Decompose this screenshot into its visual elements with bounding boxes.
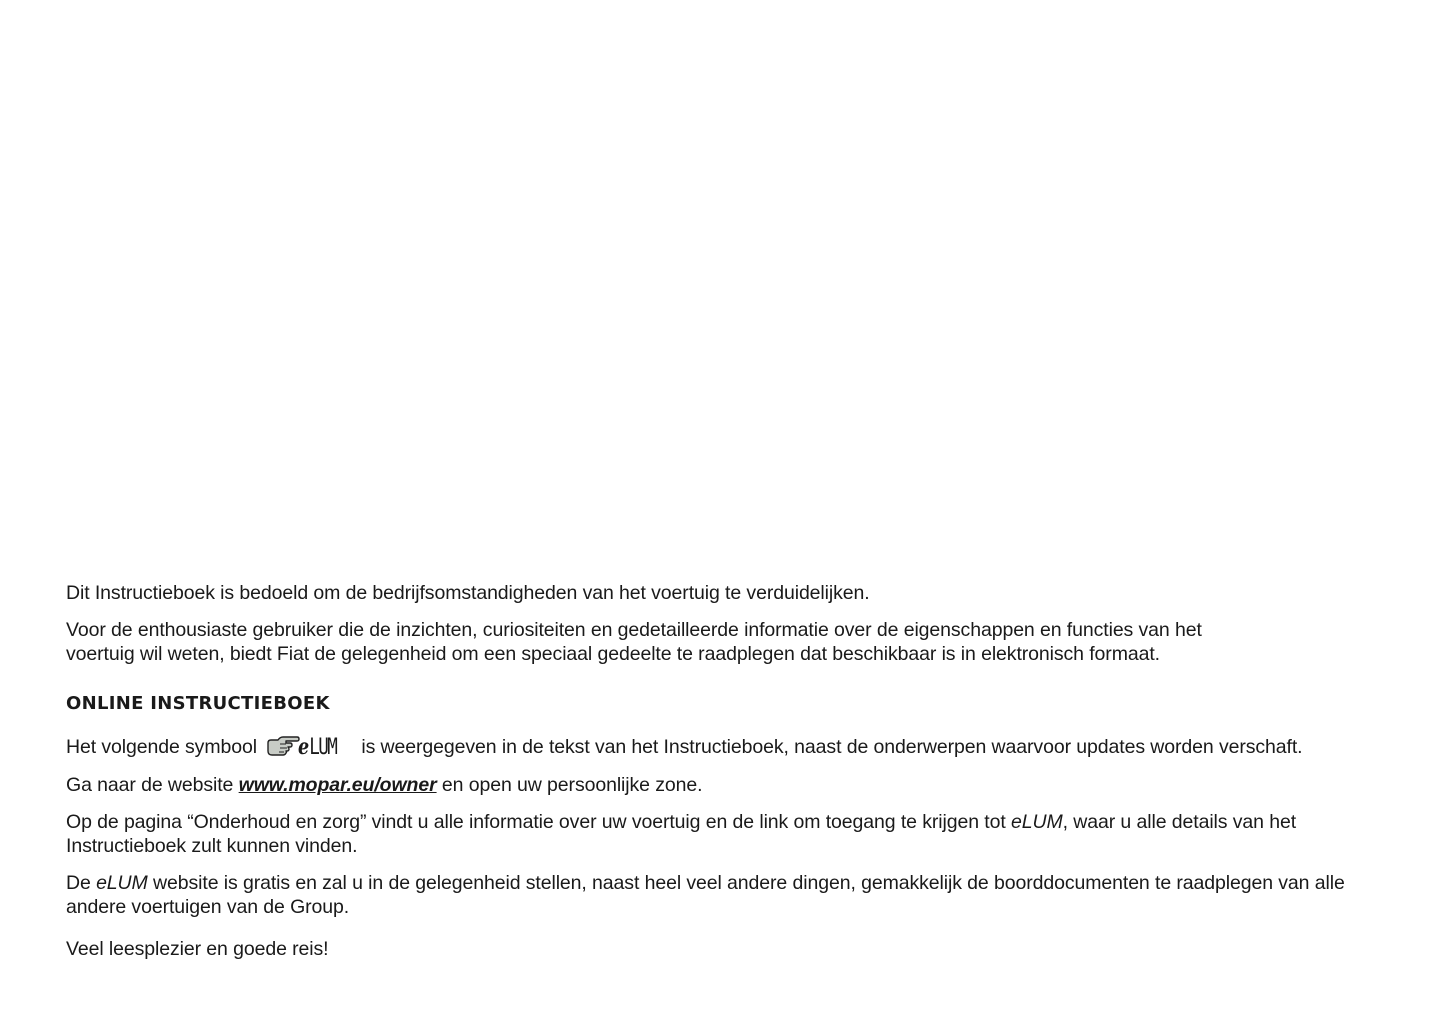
website-text-before: Ga naar de website <box>66 774 234 796</box>
elum-logo-text: eLUM <box>298 733 337 760</box>
elum-term: eLUM <box>1010 811 1063 833</box>
intro-paragraph-1 <box>66 581 1386 605</box>
intro-paragraph-2 <box>66 618 1386 666</box>
elum-term: eLUM <box>96 872 148 894</box>
manual-page <box>66 581 1386 974</box>
website-paragraph <box>66 773 1386 797</box>
symbol-paragraph <box>66 734 1386 760</box>
elum-para-text-before: De <box>66 872 91 894</box>
symbol-text-before: Het volgende symbool <box>66 736 257 758</box>
elum-para-text-after: website is gratis en zal u in de gelegenheid stellen, naast heel veel andere dingen, gemakkelijk de boorddocumenten te raadplegen van alle <box>153 872 1345 894</box>
section-heading: ONLINE INSTRUCTIEBOEK <box>66 693 330 714</box>
elum-para-text-line-2: andere voertuigen van de Group. <box>66 896 350 918</box>
intro-text-2-line-2: voertuig wil weten, biedt Fiat de gelegenheid om een speciaal gedeelte te raadplegen dat beschikbaar is in elektronisch formaat. <box>66 643 1160 665</box>
page-info-paragraph <box>66 810 1386 858</box>
elum-website-paragraph <box>66 871 1386 919</box>
mopar-owner-link[interactable]: www.mopar.eu/owner <box>238 774 437 796</box>
intro-text-2-line-1: Voor de enthousiaste gebruiker die de inzichten, curiositeiten en gedetailleerde informatie over de eigenschappen en functies van het <box>66 619 1202 641</box>
website-text-after: en open uw persoonlijke zone. <box>441 774 703 796</box>
closing-line: Veel leesplezier en goede reis! <box>66 938 329 960</box>
elum-symbol <box>266 734 346 760</box>
pointing-hand-icon <box>266 735 300 759</box>
page-info-text-line-2: Instructieboek zult kunnen vinden. <box>66 835 358 857</box>
page-info-text-after: , waar u alle details van het <box>1062 811 1297 833</box>
symbol-text-after: is weergegeven in de tekst van het Instructieboek, naast de onderwerpen waarvoor updates worden verschaft. <box>361 736 1303 758</box>
intro-text-1: Dit Instructieboek is bedoeld om de bedrijfsomstandigheden van het voertuig te verduidelijken. <box>66 582 870 604</box>
page-info-text-before: Op de pagina “Onderhoud en zorg” vindt u alle informatie over uw voertuig en de link om toegang te krijgen tot <box>66 811 1006 833</box>
